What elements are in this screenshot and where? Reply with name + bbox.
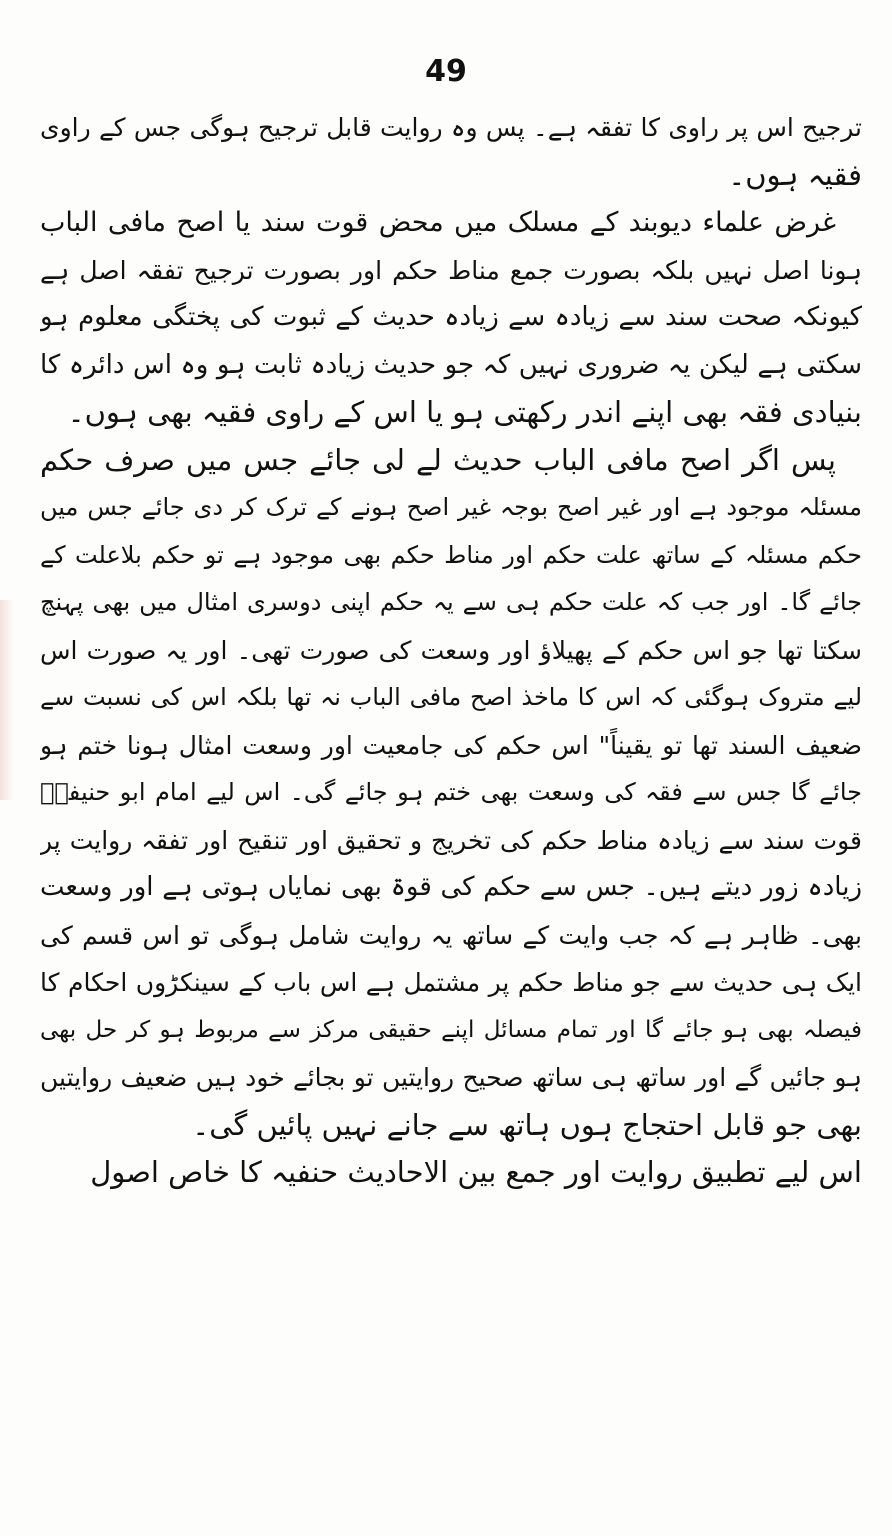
text-line: ضعیف السند تھا تو یقیناً" اس حکم کی جامعیت اور وسعت امثال ہونا ختم ہو: [40, 730, 862, 760]
text-line: سکتا تھا جو اس حکم کے پھیلاؤ اور وسعت کی صورت تھی۔ اور یہ صورت اس: [40, 635, 862, 665]
text-line: ترجیح اس پر راوی کا تفقہ ہے۔ پس وہ روایت قابل ترجیح ہوگی جس کے راوی: [40, 113, 862, 142]
text-line: لیے متروک ہوگئی کہ اس کا ماخذ اصح مافی الباب نہ تھا بلکہ اس کی نسبت سے: [40, 683, 862, 711]
urdu-body-text: [40, 104, 862, 1197]
text-line: سکتی ہے لیکن یہ ضروری نہیں کہ جو حدیث زیادہ ثابت ہو وہ اس دائرہ کا: [40, 349, 862, 380]
text-line: فیصلہ بھی ہو جائے گا اور تمام مسائل اپنے حقیقی مرکز سے مربوط ہو کر حل بھی: [40, 1016, 862, 1043]
text-line: کیونکہ صحت سند سے زیادہ سے زیادہ حدیث کے ثبوت کی پختگی معلوم ہو: [40, 302, 862, 332]
text-line: قوت سند سے زیادہ مناط حکم کی تخریج و تحقیق اور تنقیح اور تفقہ روایت پر: [40, 825, 862, 855]
text-line: اس لیے تطبیق روایت اور جمع بین الاحادیث حنفیہ کا خاص اصول: [90, 1155, 862, 1189]
page-number: 49: [425, 54, 467, 89]
text-line: حکم مسئلہ کے ساتھ علت حکم اور مناط حکم بھی موجود ہے تو حکم بلاعلت کے: [40, 540, 862, 569]
text-line: مسئلہ موجود ہے اور غیر اصح بوجہ غیر اصح ہونے کے ترک کر دی جائے جس میں: [40, 493, 862, 521]
text-line: بھی۔ ظاہر ہے کہ جب وایت کے ساتھ یہ روایت شامل ہوگی تو اس قسم کی: [40, 920, 862, 950]
text-line: جائے گا جس سے فقہ کی وسعت بھی ختم ہو جائے گی۔ اس لیے امام ابو حنیفہؒ: [40, 778, 862, 806]
paragraph-start-line: پس اگر اصح مافی الباب حدیث لے لی جائے جس میں صرف حکم: [40, 442, 836, 477]
paragraph-start-line: غرض علماء دیوبند کے مسلک میں محض قوت سند یا اصح مافی الباب: [40, 207, 836, 238]
text-line: بنیادی فقہ بھی اپنے اندر رکھتی ہو یا اس کے راوی فقیہ بھی ہوں۔: [67, 395, 862, 429]
text-line: ہو جائیں گے اور ساتھ ہی ساتھ صحیح روایتیں تو بجائے خود ہیں ضعیف روایتیں: [40, 1063, 862, 1092]
text-line: زیادہ زور دیتے ہیں۔ جس سے حکم کی قوۃ بھی نمایاں ہوتی ہے اور وسعت: [40, 872, 862, 902]
scan-edge-shadow: [0, 600, 14, 800]
text-line: ایک ہی حدیث سے جو مناط حکم پر مشتمل ہے اس باب کے سینکڑوں احکام کا: [40, 968, 862, 997]
text-line: فقیہ ہوں۔: [728, 157, 862, 192]
text-line: جائے گا۔ اور جب کہ علت حکم ہی سے یہ حکم اپنی دوسری امثال میں بھی پہنچ: [40, 588, 862, 616]
text-line: ہونا اصل نہیں بلکہ بصورت جمع مناط حکم اور بصورت ترجیح تفقہ اصل ہے: [40, 255, 862, 285]
text-line: بھی جو قابل احتجاج ہوں ہاتھ سے جانے نہیں پائیں گی۔: [192, 1107, 862, 1142]
